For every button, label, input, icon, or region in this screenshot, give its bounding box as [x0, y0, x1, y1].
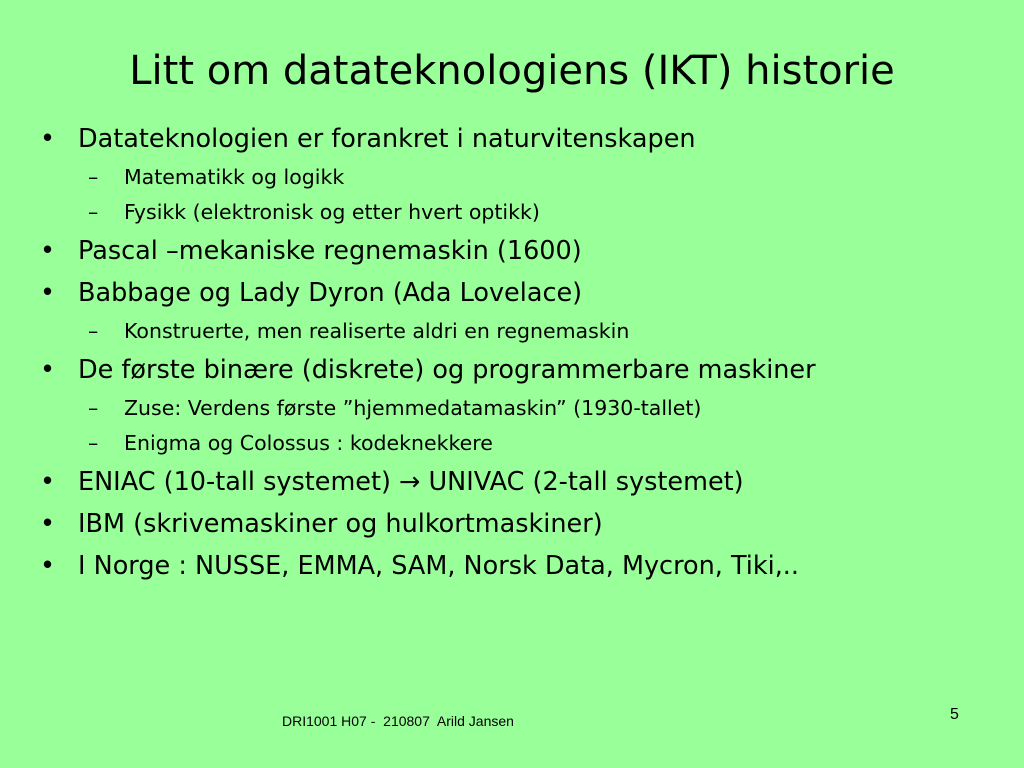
bullet-text: Babbage og Lady Dyron (Ada Lovelace)	[78, 278, 583, 308]
sub-bullet-item	[38, 195, 1008, 230]
sub-bullet-text: Matematikk og logikk	[124, 165, 345, 189]
bullet-list	[38, 118, 1008, 587]
sub-bullet-text: Zuse: Verdens første ”hjemmedatamaskin” (1930-tallet)	[124, 396, 702, 420]
dash-marker: –	[88, 396, 99, 420]
bullet-item	[38, 272, 1008, 314]
bullet-text: Pascal –mekaniske regnemaskin (1600)	[78, 236, 582, 266]
bullet-item	[38, 118, 1008, 160]
bullet-marker: •	[40, 124, 56, 154]
bullet-text: Datateknologien er forankret i naturvitenskapen	[78, 124, 696, 154]
bullet-text: I Norge : NUSSE, EMMA, SAM, Norsk Data, Mycron, Tiki,..	[78, 551, 800, 581]
sub-bullet-item	[38, 314, 1008, 349]
slide-footer: DRI1001 H07 - 210807 Arild Jansen	[282, 713, 514, 729]
bullet-text: ENIAC (10-tall systemet) → UNIVAC (2-tall systemet)	[78, 467, 744, 497]
bullet-marker: •	[40, 467, 56, 497]
bullet-text: De første binære (diskrete) og programmerbare maskiner	[78, 355, 816, 385]
sub-bullet-item	[38, 426, 1008, 461]
dash-marker: –	[88, 200, 99, 224]
sub-bullet-text: Enigma og Colossus : kodeknekkere	[124, 431, 493, 455]
slide-title: Litt om datateknologiens (IKT) historie	[129, 48, 895, 94]
bullet-marker: •	[40, 236, 56, 266]
bullet-marker: •	[40, 551, 56, 581]
sub-bullet-item	[38, 160, 1008, 195]
bullet-item	[38, 349, 1008, 391]
bullet-marker: •	[40, 355, 56, 385]
sub-bullet-text: Fysikk (elektronisk og etter hvert optikk)	[124, 200, 540, 224]
sub-bullet-text: Konstruerte, men realiserte aldri en regnemaskin	[124, 319, 630, 343]
page-number: 5	[950, 706, 959, 723]
bullet-item	[38, 230, 1008, 272]
dash-marker: –	[88, 165, 99, 189]
bullet-marker: •	[40, 509, 56, 539]
bullet-item	[38, 461, 1008, 503]
bullet-item	[38, 503, 1008, 545]
dash-marker: –	[88, 319, 99, 343]
bullet-text: IBM (skrivemaskiner og hulkortmaskiner)	[78, 509, 603, 539]
bullet-marker: •	[40, 278, 56, 308]
dash-marker: –	[88, 431, 99, 455]
bullet-item	[38, 545, 978, 587]
sub-bullet-item	[38, 391, 1008, 426]
